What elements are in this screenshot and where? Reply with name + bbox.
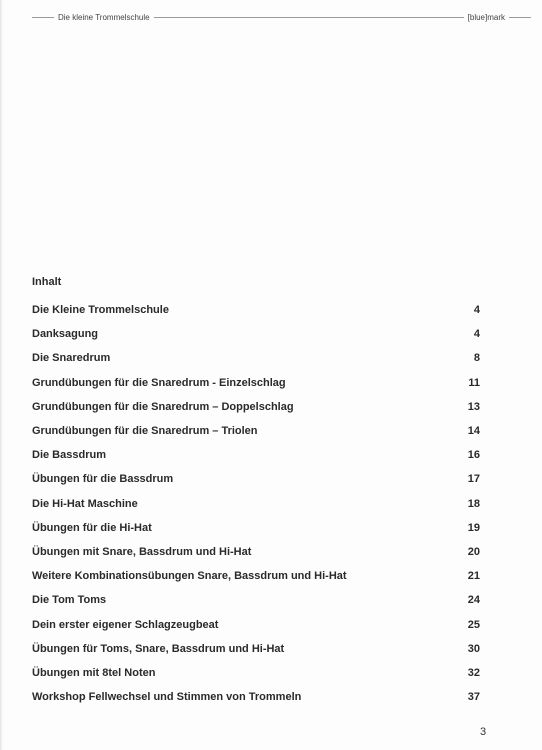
toc-entry-title: Übungen für Toms, Snare, Bassdrum und Hi-Hat: [32, 642, 285, 655]
toc-entry-title: Grundübungen für die Snaredrum – Doppelschlag: [32, 400, 294, 413]
toc-entry-page: 21: [467, 570, 480, 583]
header-rule-middle: [154, 17, 464, 18]
toc-entry: [32, 564, 480, 588]
toc-entry-page: 24: [467, 594, 480, 607]
toc-entry-title: Die Snaredrum: [32, 352, 111, 365]
toc-entry-title: Danksagung: [32, 328, 99, 341]
header-brand: [blue]mark: [467, 12, 505, 22]
toc-entry-page: 11: [468, 376, 480, 389]
toc-entry-title: Workshop Fellwechsel und Stimmen von Trommeln: [32, 691, 302, 704]
toc-entry: [32, 395, 480, 419]
toc-entry-page: 18: [467, 497, 480, 510]
toc-entry: [32, 467, 480, 491]
running-header: [32, 11, 531, 23]
page-edge-shadow: [0, 0, 3, 750]
toc-entry: [32, 322, 480, 346]
toc-entry-page: 8: [473, 352, 480, 365]
toc-list: [32, 298, 480, 709]
toc-heading: Inhalt: [32, 276, 62, 288]
toc-entry-page: 16: [467, 449, 480, 462]
toc-entry-page: 14: [467, 425, 480, 438]
toc-entry-title: Die Hi-Hat Maschine: [32, 497, 138, 510]
toc-entry-page: 20: [467, 545, 480, 558]
toc-entry: [32, 371, 480, 395]
toc-entry-title: Die Kleine Trommelschule: [32, 304, 169, 317]
page-number: 3: [480, 726, 487, 738]
toc-entry-page: 37: [467, 691, 480, 704]
toc-entry-title: Die Bassdrum: [32, 449, 106, 462]
toc-entry-page: 32: [467, 666, 480, 679]
toc-entry: [32, 661, 480, 685]
toc-entry-title: Weitere Kombinationsübungen Snare, Bassdrum und Hi-Hat: [32, 570, 347, 583]
toc-entry-title: Übungen für die Bassdrum: [32, 473, 174, 486]
toc-entry: [32, 298, 480, 322]
toc-entry: [32, 637, 480, 661]
table-of-contents: [32, 274, 480, 709]
toc-entry-title: Übungen mit Snare, Bassdrum und Hi-Hat: [32, 545, 252, 558]
header-rule-right: [509, 17, 531, 18]
toc-entry-title: Grundübungen für die Snaredrum – Triolen: [32, 425, 258, 438]
toc-entry: [32, 443, 480, 467]
header-title: Die kleine Trommelschule: [58, 12, 150, 22]
toc-entry-page: 25: [467, 618, 480, 631]
toc-entry-page: 19: [467, 521, 480, 534]
toc-entry: [32, 346, 480, 370]
toc-entry: [32, 612, 480, 636]
toc-entry-page: 4: [473, 304, 480, 317]
toc-entry: [32, 685, 480, 709]
toc-entry: [32, 516, 480, 540]
toc-entry-title: Übungen für die Hi-Hat: [32, 521, 152, 534]
header-rule-left: [32, 17, 54, 18]
toc-entry-page: 17: [467, 473, 480, 486]
toc-entry-title: Übungen mit 8tel Noten: [32, 666, 156, 679]
toc-entry-page: 4: [473, 328, 480, 341]
toc-entry-title: Die Tom Toms: [32, 594, 107, 607]
toc-entry-page: 13: [467, 400, 480, 413]
toc-entry-title: Grundübungen für die Snaredrum - Einzelschlag: [32, 376, 286, 389]
toc-entry-page: 30: [467, 642, 480, 655]
toc-entry: [32, 419, 480, 443]
toc-entry: [32, 588, 480, 612]
toc-entry: [32, 492, 480, 516]
toc-entry: [32, 540, 480, 564]
toc-entry-title: Dein erster eigener Schlagzeugbeat: [32, 618, 219, 631]
